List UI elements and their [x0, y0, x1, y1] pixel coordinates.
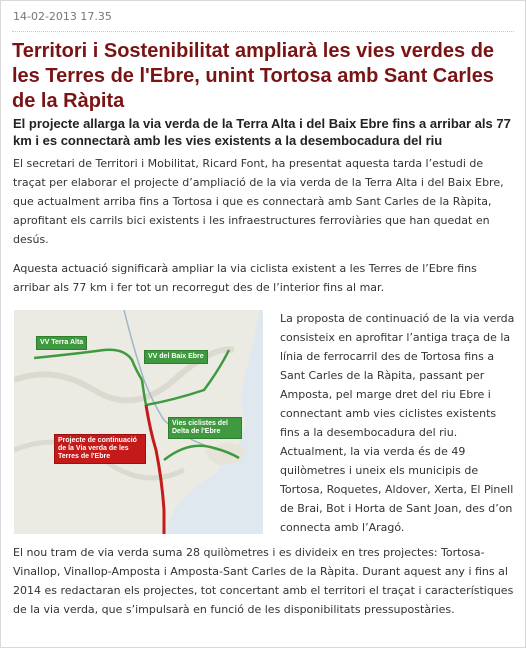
- paragraph-1: El secretari de Territori i Mobilitat, Ricard Font, ha presentat aquesta tarda l’estudi de traçat per elaborar el projecte d’ampliació de la via verda de la Terra Alta i del Baix Ebre, que actualment arriba fins a Tortosa i que es connectarà amb Sant Carles de la Ràpita, aprofitant els carrils bici existents i les infraestructures ferroviàries que han quedat en desús.: [13, 157, 504, 246]
- route-map-image: [14, 310, 263, 534]
- paragraph-3: La proposta de continuació de la via verda consisteix en aprofitar l’antiga traça de la línia de ferrocarril des de Tortosa fins a Sant Carles de la Ràpita, passant per Amposta, pel marge dret del riu Ebre i connectant amb vies ciclistes existents fins a la desembocadura del riu. Actualment, la via verda és de 49 quilòmetres i uneix els municipis de Tortosa, Roquetes, Aldover, Xerta, El Pinell de Brai, Bot i Horta de Sant Joan, des d’on connecta amb l’Aragó.: [280, 312, 515, 534]
- paragraph-2: Aquesta actuació significarà ampliar la via ciclista existent a les Terres de l’Ebre fins arribar als 77 km i fer tot un recorregut des de l’interior fins al mar.: [13, 262, 477, 294]
- divider: [12, 31, 514, 32]
- map-label-projecte: Projecte de continuació de la Via verda de les Terres de l'Ebre: [54, 434, 146, 464]
- article-title: Territori i Sostenibilitat ampliarà les vies verdes de les Terres de l'Ebre, unint Tortosa amb Sant Carles de la Ràpita: [12, 40, 495, 112]
- article-date: 14-02-2013 17.35: [13, 10, 112, 23]
- map-label-baix-ebre: VV del Baix Ebre: [144, 350, 208, 364]
- map-label-delta: Vies ciclistes del Delta de l'Ebre: [168, 417, 242, 439]
- article-lead: El projecte allarga la via verda de la Terra Alta i del Baix Ebre fins a arribar als 77 km i es connectarà amb les vies existents a la desembocadura del riu: [13, 116, 511, 148]
- paragraph-4: El nou tram de via verda suma 28 quilòmetres i es divideix en tres projectes: Tortosa-Vinallop, Vinallop-Amposta i Amposta-Sant Carles de la Ràpita. Durant aquest any i fins al 2014 es redactaran els projectes, tot concertant amb el territori el traçat i característiques de la via verda, que s’impulsarà en funció de les disponibilitats pressupostàries.: [13, 546, 514, 616]
- map-label-terra-alta: VV Terra Alta: [36, 336, 87, 350]
